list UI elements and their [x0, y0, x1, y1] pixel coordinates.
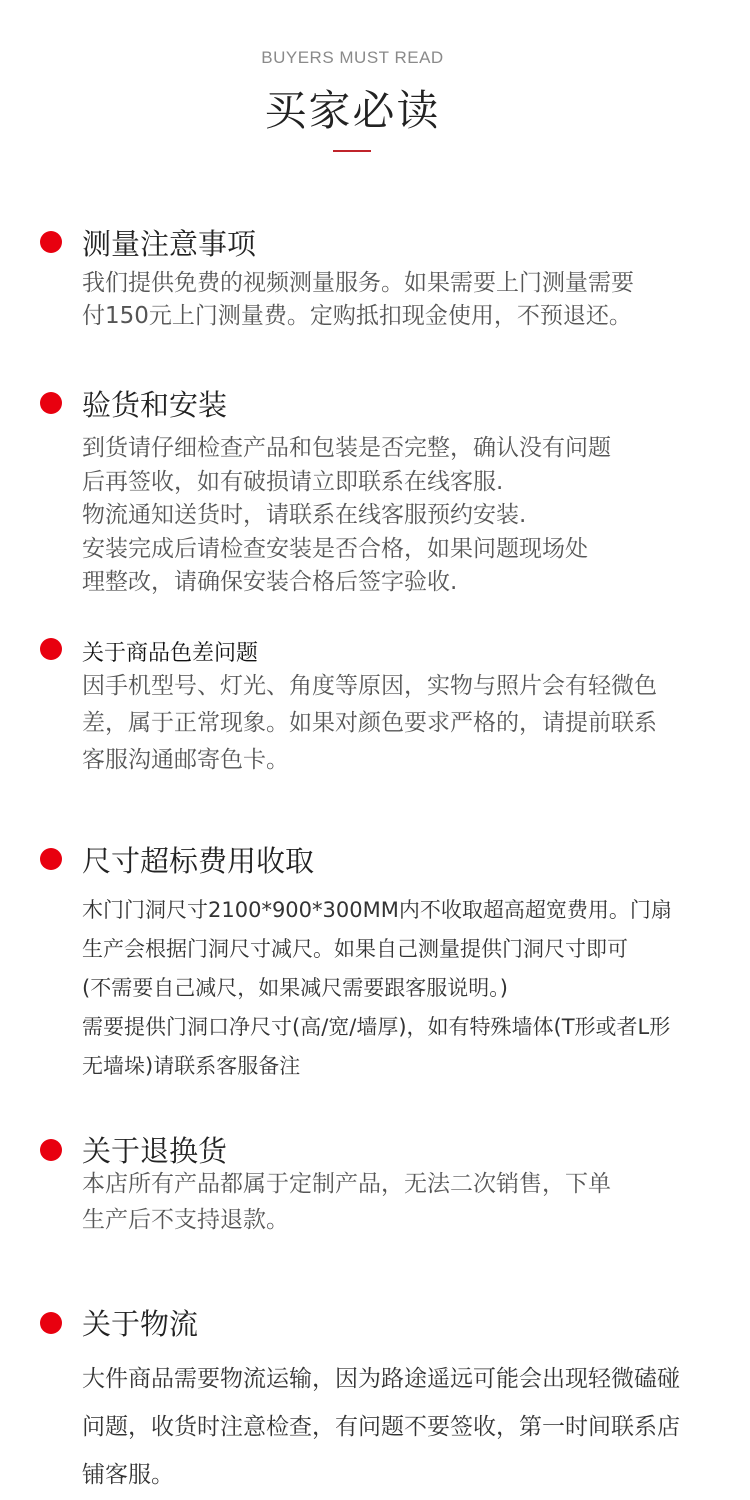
- section-title: 关于物流: [82, 1307, 199, 1341]
- bullet-dot-icon: [40, 848, 62, 870]
- body-line: 差，属于正常现象。如果对颜色要求严格的，请提前联系: [82, 710, 657, 736]
- body-line: 付150元上门测量费。定购抵扣现金使用，不预退还。: [82, 303, 632, 329]
- section-title: 尺寸超标费用收取: [82, 844, 315, 878]
- section-title: 测量注意事项: [82, 227, 257, 261]
- body-line: (不需要自己减尺，如果减尺需要跟客服说明。): [82, 976, 508, 1000]
- section-body: [82, 668, 657, 779]
- body-line: 木门门洞尺寸2100*900*300MM内不收取超高超宽费用。门扇: [82, 898, 672, 922]
- bullet-dot-icon: [40, 231, 62, 253]
- section-body: [82, 1166, 611, 1238]
- body-line: 客服沟通邮寄色卡。: [82, 747, 289, 773]
- title-divider: [333, 150, 371, 152]
- body-line: 后再签收，如有破损请立即联系在线客服.: [82, 468, 504, 495]
- body-line: 物流通知送货时，请联系在线客服预约安装.: [82, 502, 527, 528]
- section-title: 关于退换货: [82, 1134, 228, 1168]
- body-line: 生产后不支持退款。: [82, 1207, 289, 1233]
- body-line: 无墙垛)请联系客服备注: [82, 1054, 301, 1078]
- section-title: 验货和安装: [82, 388, 228, 422]
- body-line: 生产会根据门洞尺寸减尺。如果自己测量提供门洞尺寸即可: [82, 937, 628, 961]
- body-line: 本店所有产品都属于定制产品，无法二次销售，下单: [82, 1171, 611, 1197]
- body-line: 需要提供门洞口净尺寸(高/宽/墙厚)，如有特殊墙体(T形或者L形: [82, 1015, 671, 1039]
- bullet-dot-icon: [40, 1312, 62, 1334]
- body-line: 问题，收货时注意检查，有问题不要签收，第一时间联系店: [82, 1414, 680, 1440]
- section-body: [82, 1355, 680, 1499]
- body-line: 理整改，请确保安装合格后签字验收.: [82, 569, 458, 595]
- bullet-dot-icon: [40, 1139, 62, 1161]
- body-line: 大件商品需要物流运输，因为路途遥远可能会出现轻微磕碰: [82, 1366, 680, 1392]
- body-line: 我们提供免费的视频测量服务。如果需要上门测量需要: [82, 270, 634, 296]
- body-line: 到货请仔细检查产品和包装是否完整，确认没有问题: [82, 435, 611, 461]
- section-body: [82, 891, 672, 1086]
- section-body: [82, 267, 634, 333]
- body-line: 安装完成后请检查安装是否合格，如果问题现场处: [82, 535, 588, 562]
- bullet-dot-icon: [40, 638, 62, 660]
- body-line: 铺客服。: [82, 1462, 174, 1488]
- section-body: [82, 432, 611, 600]
- page-title: 买家必读: [264, 86, 441, 135]
- body-line: 因手机型号、灯光、角度等原因，实物与照片会有轻微色: [82, 673, 657, 699]
- header-subtitle: BUYERS MUST READ: [261, 48, 444, 67]
- bullet-dot-icon: [40, 392, 62, 414]
- section-title: 关于商品色差问题: [82, 641, 259, 666]
